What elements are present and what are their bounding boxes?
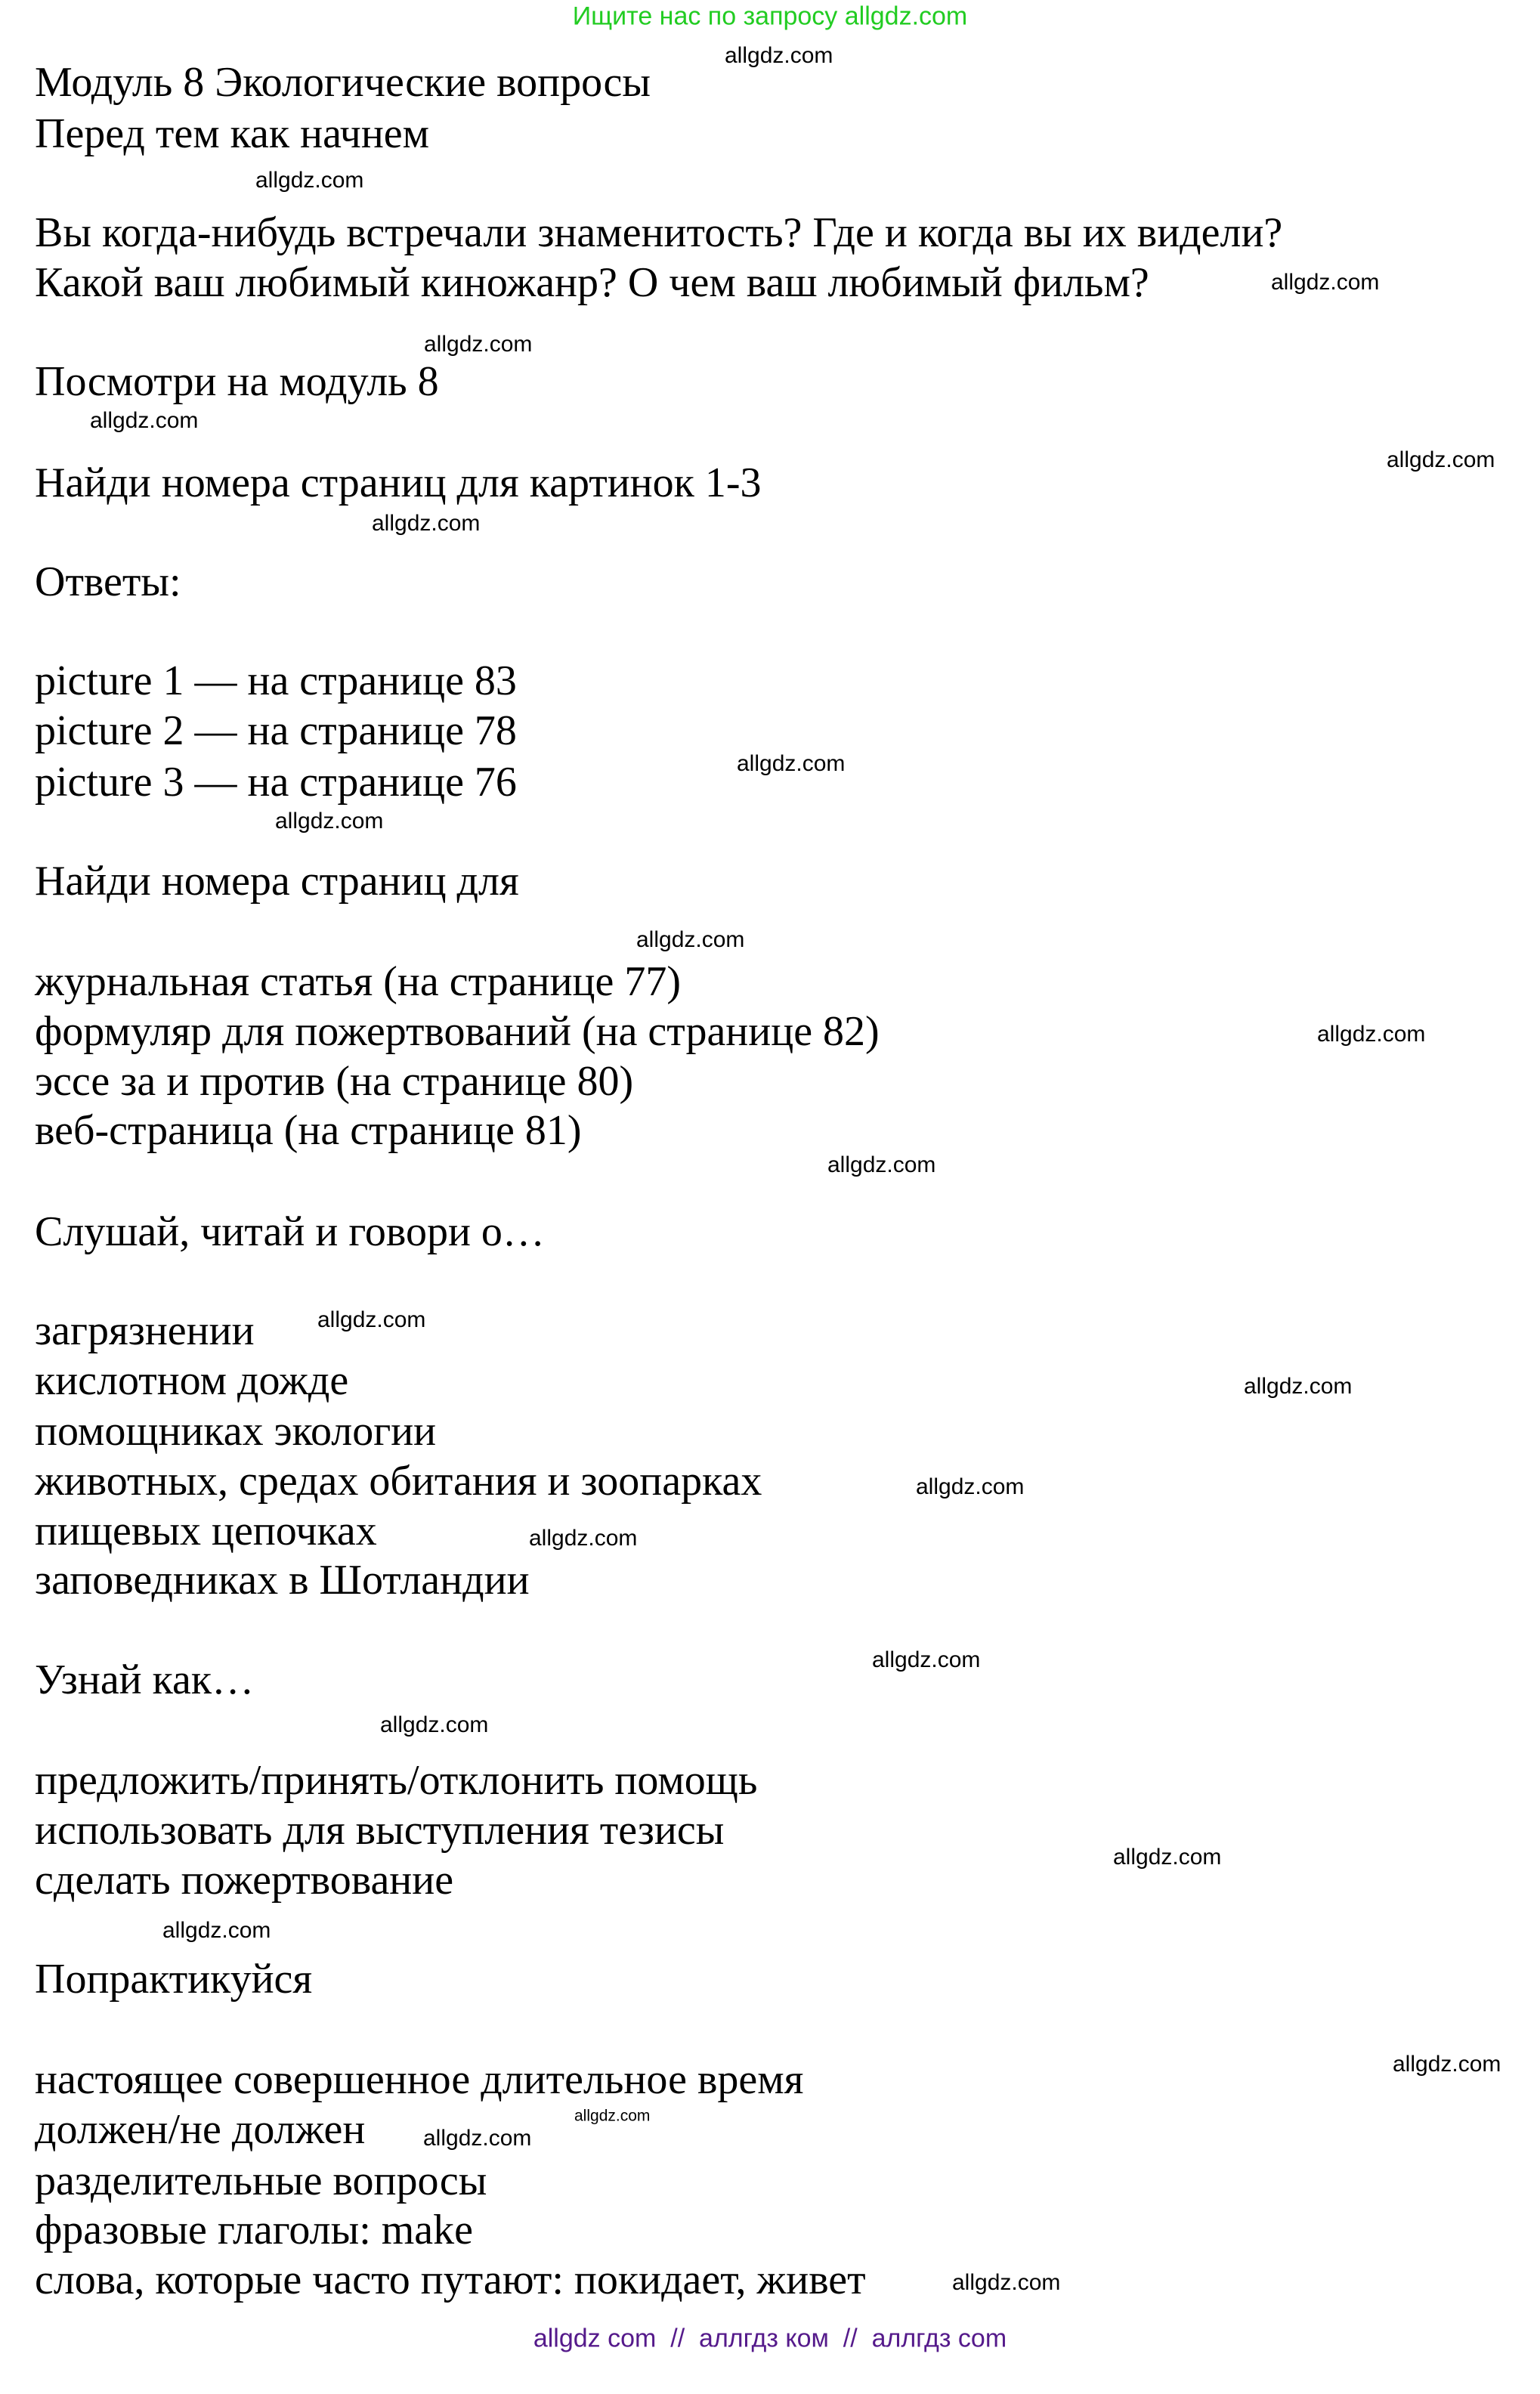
text-line: Какой ваш любимый киножанр? О чем ваш любимый фильм? [35, 259, 1149, 306]
section-heading: Слушай, читай и говори о… [35, 1208, 545, 1255]
watermark: allgdz.com [1387, 447, 1495, 472]
watermark: allgdz.com [1317, 1022, 1426, 1047]
watermark: allgdz.com [636, 927, 745, 952]
section-heading: Посмотри на модуль 8 [35, 358, 439, 405]
watermark: allgdz.com [574, 2107, 651, 2125]
section-heading: Перед тем как начнем [35, 110, 430, 157]
list-item: использовать для выступления тезисы [35, 1807, 725, 1854]
watermark: allgdz.com [317, 1307, 426, 1332]
list-item: разделительные вопросы [35, 2157, 487, 2204]
watermark: allgdz.com [372, 511, 481, 536]
text-line: Вы когда-нибудь встречали знаменитость? Где и когда вы их видели? [35, 209, 1283, 256]
watermark: allgdz.com [162, 1918, 271, 1943]
watermark: allgdz.com [827, 1152, 936, 1177]
watermark: allgdz.com [1393, 2052, 1501, 2077]
watermark: allgdz.com [423, 2126, 532, 2151]
watermark: allgdz.com [90, 408, 199, 433]
list-item: пищевых цепочках [35, 1508, 377, 1554]
list-item: предложить/принять/отклонить помощь [35, 1757, 758, 1804]
answer-line: picture 2 — на странице 78 [35, 707, 517, 754]
watermark: allgdz.com [529, 1526, 638, 1551]
list-item: помощниках экологии [35, 1408, 437, 1455]
list-item: сделать пожертвование [35, 1857, 454, 1904]
list-item: веб-страница (на странице 81) [35, 1107, 582, 1154]
watermark: allgdz.com [952, 2270, 1061, 2295]
watermark: allgdz.com [725, 43, 833, 68]
watermark: allgdz.com [1271, 270, 1380, 295]
section-heading: Найди номера страниц для картинок 1-3 [35, 459, 762, 506]
list-item: кислотном дожде [35, 1357, 349, 1404]
answers-label: Ответы: [35, 558, 181, 605]
section-heading: Попрактикуйся [35, 1956, 313, 2003]
list-item: слова, которые часто путают: покидает, живет [35, 2256, 866, 2303]
watermark: allgdz.com [872, 1647, 981, 1672]
section-heading: Узнай как… [35, 1656, 255, 1703]
watermark: allgdz.com [737, 751, 846, 776]
list-item: должен/не должен [35, 2106, 366, 2153]
list-item: загрязнении [35, 1307, 255, 1354]
list-item: настоящее совершенное длительное время [35, 2056, 804, 2103]
watermark: allgdz.com [1244, 1374, 1353, 1399]
answer-line: picture 3 — на странице 76 [35, 759, 517, 806]
module-title: Модуль 8 Экологические вопросы [35, 59, 651, 106]
watermark: allgdz.com [424, 332, 533, 357]
watermark: allgdz.com [275, 809, 384, 834]
bottom-site-banner[interactable]: allgdz com // аллгдз ком // аллгдз com [533, 2324, 1007, 2353]
watermark: allgdz.com [380, 1712, 489, 1737]
list-item: фразовые глаголы: make [35, 2207, 474, 2253]
list-item: животных, средах обитания и зоопарках [35, 1458, 762, 1505]
watermark: allgdz.com [255, 168, 364, 193]
top-search-banner[interactable]: Ищите нас по запросу allgdz.com [572, 2, 968, 31]
answer-line: picture 1 — на странице 83 [35, 657, 517, 704]
watermark: allgdz.com [916, 1474, 1025, 1499]
list-item: формуляр для пожертвований (на странице 82) [35, 1008, 880, 1055]
watermark: allgdz.com [1113, 1845, 1222, 1870]
list-item: заповедниках в Шотландии [35, 1557, 530, 1604]
section-heading: Найди номера страниц для [35, 858, 519, 905]
list-item: журнальная статья (на странице 77) [35, 958, 682, 1005]
list-item: эссе за и против (на странице 80) [35, 1058, 634, 1105]
